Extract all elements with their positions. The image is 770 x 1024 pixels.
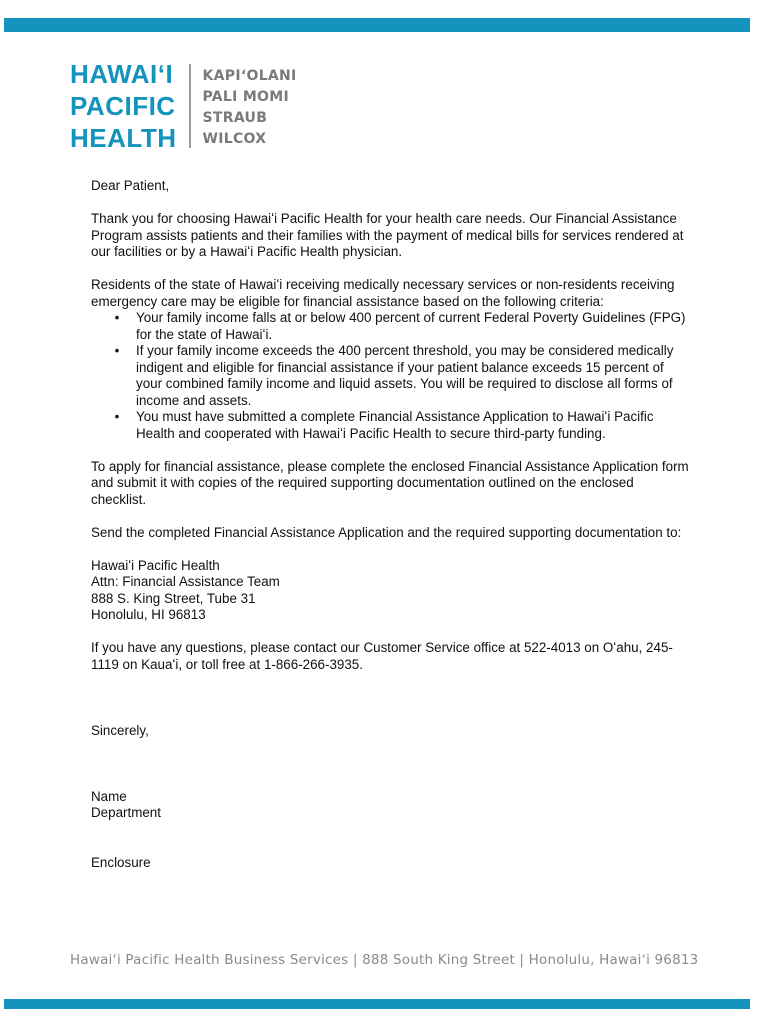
logo-line-2: PACIFIC (70, 91, 176, 121)
list-item (91, 409, 691, 442)
bullet-icon: • (114, 409, 120, 424)
logo-line-3: HEALTH (70, 123, 177, 153)
intro-paragraph: Thank you for choosing Hawaiʻi Pacific Health for your health care needs. Our Financial Assistance Program assists patients and their families with the payment of medical bills for services rendered at our facilities or by a Hawaiʻi Pacific Health physician. (91, 211, 684, 259)
criteria-text: Your family income falls at or below 400 percent of current Federal Poverty Guidelines (FPG) for the state of Hawaiʻi. (136, 310, 686, 342)
letter-body (91, 178, 691, 871)
address-city: Honolulu, HI 96813 (91, 607, 206, 622)
logo-facility: WILCOX (202, 131, 267, 147)
logo-line-1: HAWAIʻI (70, 59, 174, 89)
questions-paragraph: If you have any questions, please contact our Customer Service office at 522-4013 on Oʻahu, 245-1119 on Kauaʻi, or toll free at 1-866-266-3935. (91, 640, 673, 672)
address-attn: Attn: Financial Assistance Team (91, 574, 280, 589)
list-item (91, 310, 691, 343)
signature-department: Department (91, 805, 161, 820)
signature-name: Name (91, 788, 127, 804)
address-name: Hawaiʻi Pacific Health (91, 557, 220, 573)
bottom-accent-bar (4, 999, 750, 1009)
apply-paragraph: To apply for financial assistance, please complete the enclosed Financial Assistance Application form and submit it with copies of the required supporting documentation outlined on the enclosed checklist. (91, 458, 689, 507)
enclosure-note: Enclosure (91, 854, 151, 870)
list-item (91, 343, 691, 409)
eligibility-paragraph: Residents of the state of Hawaiʻi receiving medically necessary services or non-residents receiving emergency care may be eligible for financial assistance based on the following criteria: (91, 277, 675, 309)
bullet-icon: • (114, 310, 120, 325)
footer-address: Hawaiʻi Pacific Health Business Services | 888 South King Street | Honolulu, Hawaiʻi 96813 (70, 952, 699, 968)
bullet-icon: • (114, 343, 120, 358)
closing: Sincerely, (91, 722, 149, 738)
top-accent-bar (4, 18, 750, 32)
criteria-text: You must have submitted a complete Financial Assistance Application to Hawaiʻi Pacific Health and cooperated with Hawaiʻi Pacific Health to secure third-party funding. (136, 409, 654, 441)
logo-facilities (191, 60, 297, 152)
mailing-address (91, 558, 691, 624)
address-street: 888 S. King Street, Tube 31 (91, 590, 256, 606)
send-paragraph: Send the completed Financial Assistance Application and the required supporting documentation to: (91, 524, 682, 540)
logo-facility: STRAUB (202, 110, 268, 126)
criteria-list (91, 310, 691, 442)
logo-wordmark (70, 60, 189, 152)
salutation: Dear Patient, (91, 178, 170, 193)
logo-facility: KAPIʻOLANI (202, 68, 297, 84)
hawaii-pacific-health-logo (70, 60, 297, 152)
logo-facility: PALI MOMI (202, 89, 290, 105)
criteria-text: If your family income exceeds the 400 percent threshold, you may be considered medically indigent and eligible for financial assistance if your patient balance exceeds 15 percent of your combined family income and liquid assets. You will be required to disclose all forms of income and assets. (136, 343, 674, 408)
